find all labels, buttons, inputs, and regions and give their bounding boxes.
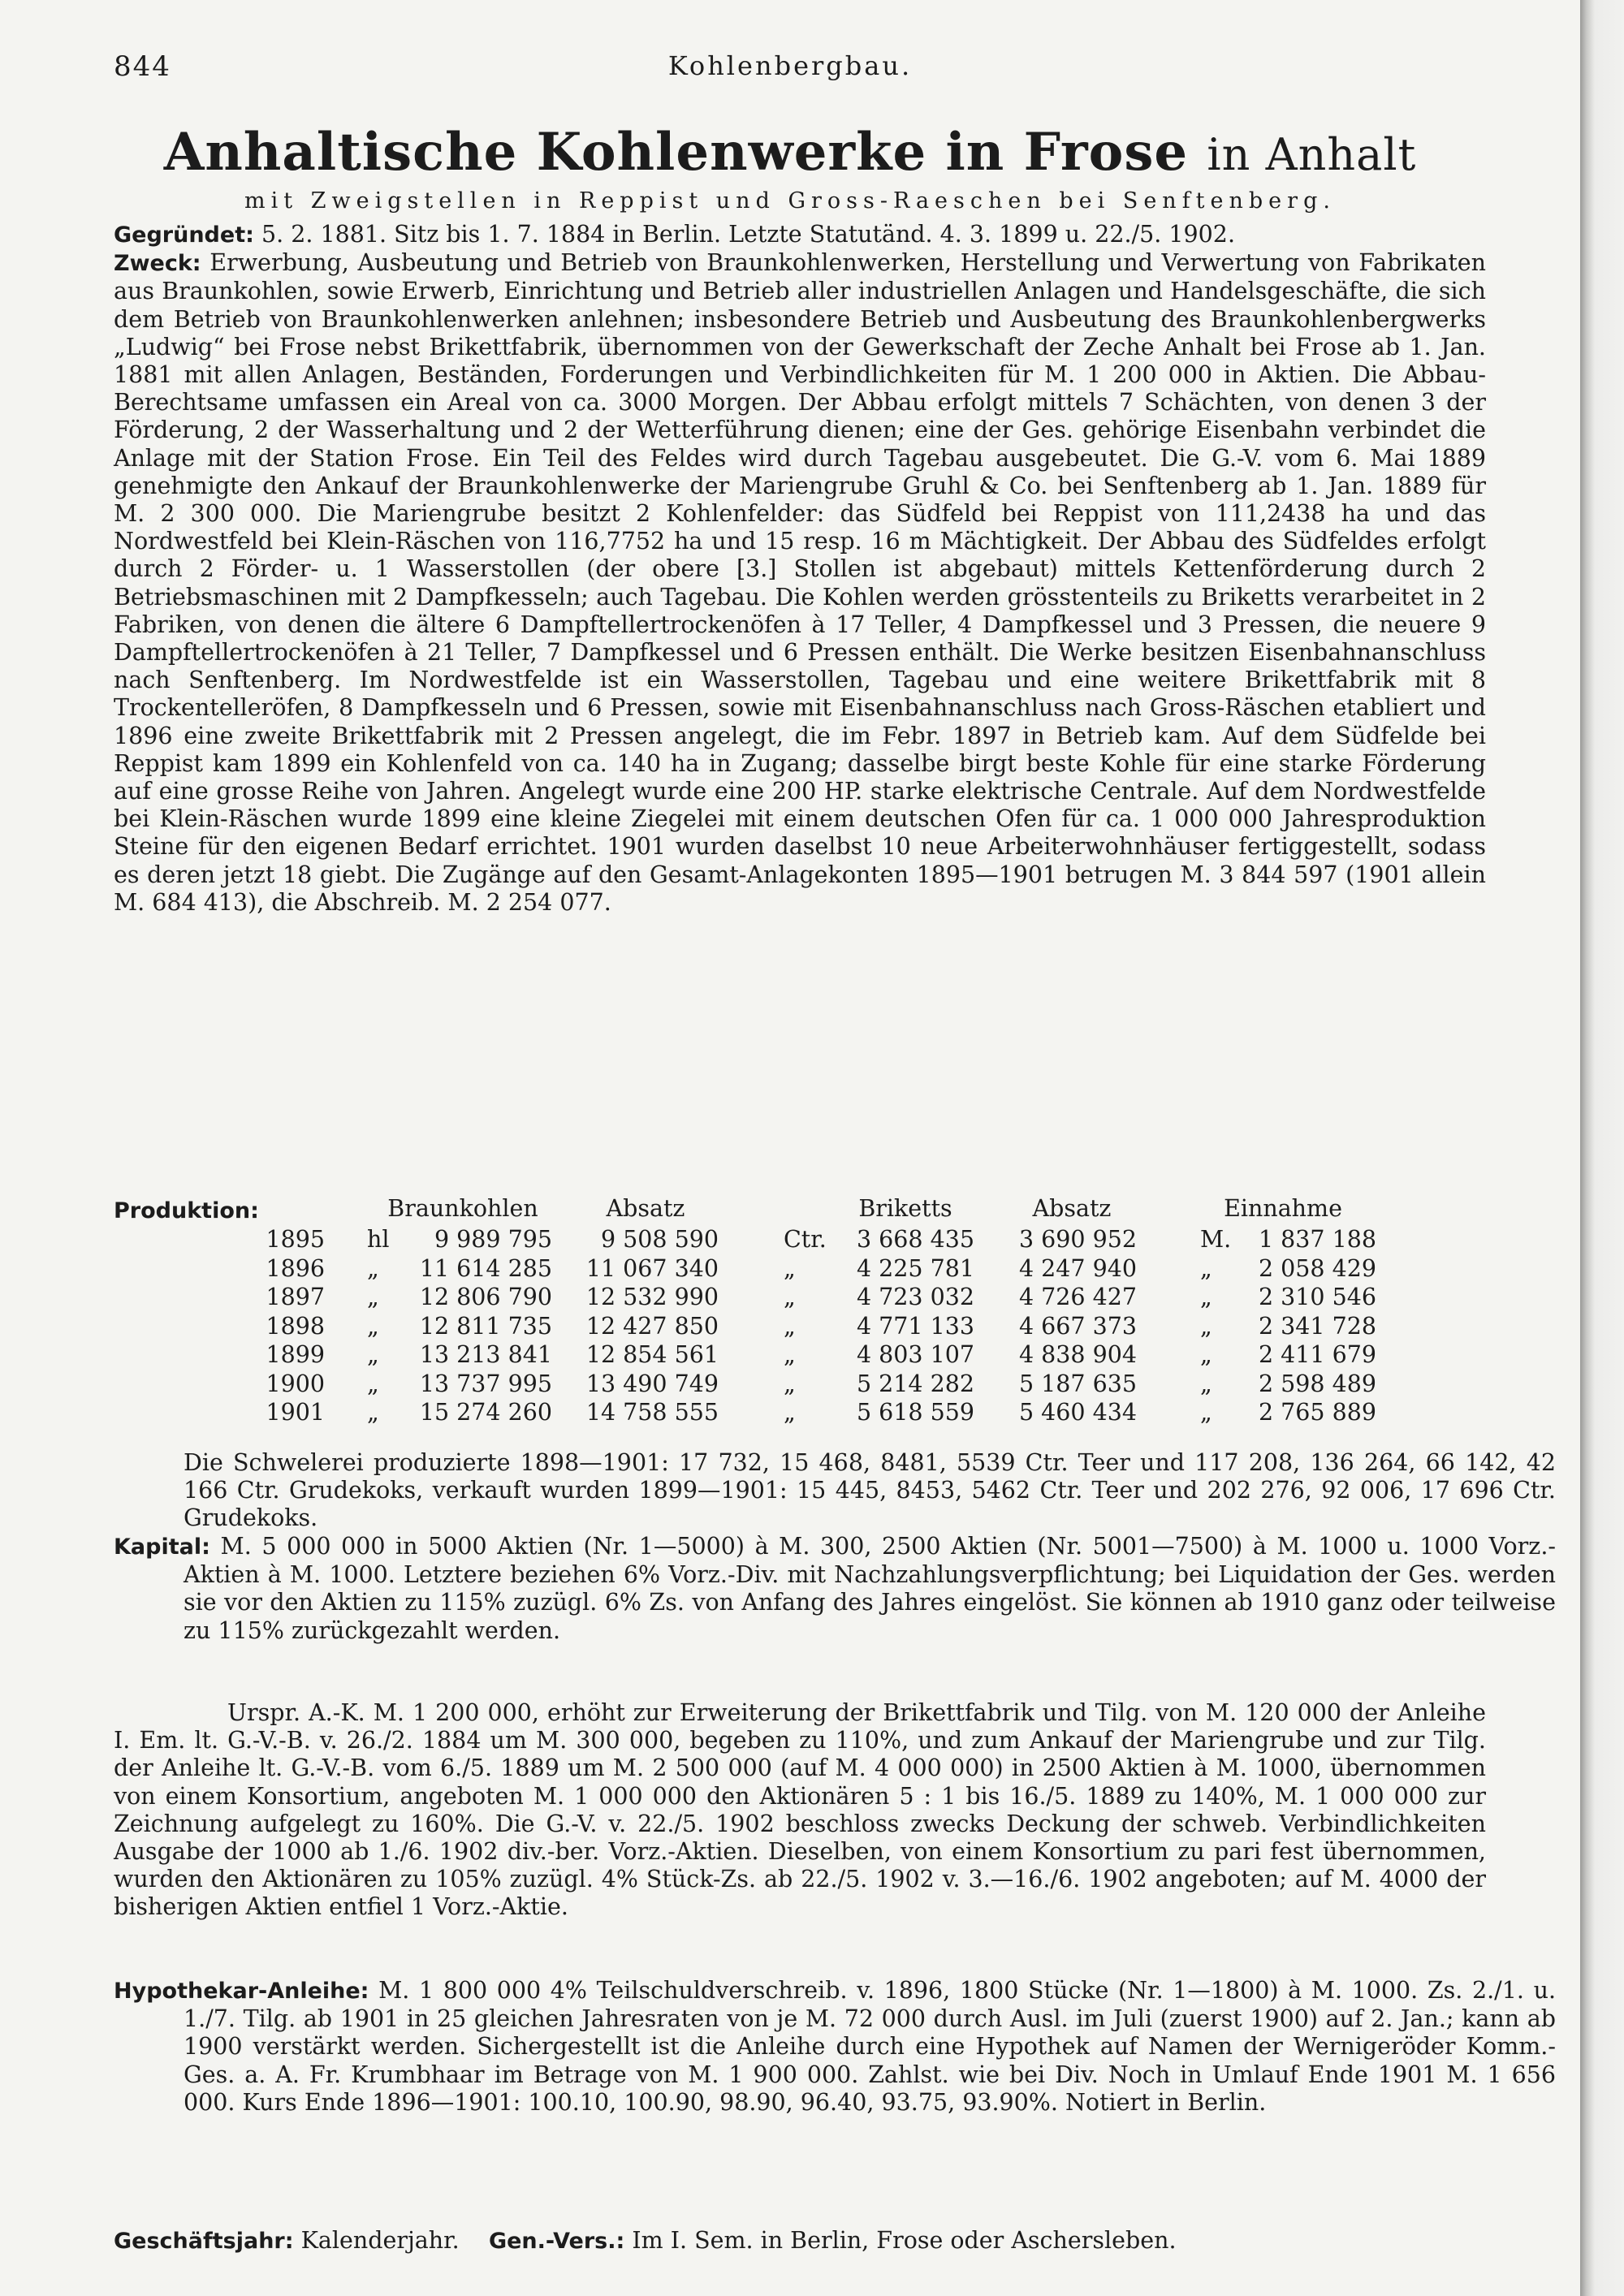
row-briketts: 4 225 781 [856,1254,974,1282]
row-unit-kohle: hl [367,1226,390,1253]
table-row [0,1399,1580,1426]
row-absatz-kohle: 11 067 340 [585,1254,719,1282]
row-unit-briketts: „ [784,1370,796,1397]
row-unit-briketts: „ [784,1312,796,1340]
schwelerei-paragraph: Die Schwelerei produzierte 1898—1901: 17 732, 15 468, 8481, 5539 Ctr. Teer und 117 208, 136 264, 66 142, 42 166 Ctr. Grudekoks, verkauft wurden 1899—1901: 15 445, 8453, 5462 Ctr. Teer und 202 276, 92 006, 17 696 Ctr. Grudekoks. [184,1449,1556,1532]
row-unit-einnahme: „ [1200,1312,1212,1340]
row-einnahme: 2 310 546 [1258,1284,1376,1310]
row-unit-briketts: „ [784,1284,796,1310]
row-absatz-briketts: 5 187 635 [1018,1370,1137,1397]
row-unit-briketts: „ [784,1399,796,1426]
row-briketts: 4 803 107 [856,1341,974,1368]
row-absatz-kohle: 14 758 555 [585,1399,719,1426]
row-briketts: 5 214 282 [856,1370,974,1397]
kapital-text: M. 5 000 000 in 5000 Aktien (Nr. 1—5000) à M. 300, 2500 Aktien (Nr. 5001—7500) à M. 1000 u. 1000 Vorz.-Aktien à M. 1000. Letztere beziehen 6% Vorz.-Div. mit Nachzahlungsverpflichtung; bei Liquidation der Ges. werden sie vor den Aktien zu 115% zuzügl. 6% Zs. von Anfang des Jahres eingelöst. Sie können ab 1910 ganz oder teilweise zu 115% zurückgezahlt werden. [184,1533,1557,1644]
row-absatz-briketts: 4 667 373 [1018,1312,1137,1340]
row-einnahme: 2 341 728 [1258,1312,1376,1340]
row-braunkohlen: 9 989 795 [434,1226,552,1253]
page-binding-shadow [1580,0,1624,2296]
kapital-paragraph [114,1533,1556,1645]
row-braunkohlen: 12 806 790 [419,1284,552,1310]
row-unit-kohle: „ [367,1341,379,1368]
row-absatz-briketts: 4 838 904 [1018,1341,1137,1368]
row-briketts: 4 771 133 [856,1312,974,1340]
row-year: 1895 [266,1226,325,1253]
zweck-label: Zweck: [114,251,201,277]
row-unit-kohle: „ [367,1284,379,1310]
gegruendet-label: Gegründet: [114,222,254,248]
row-briketts: 5 618 559 [856,1399,974,1426]
row-briketts: 4 723 032 [856,1284,974,1310]
row-braunkohlen: 15 274 260 [419,1399,552,1426]
row-einnahme: 2 058 429 [1258,1254,1376,1282]
row-unit-einnahme: „ [1200,1254,1212,1282]
row-einnahme: 1 837 188 [1258,1226,1376,1253]
geschaeftsjahr-text: Kalenderjahr. [300,2227,460,2254]
row-absatz-briketts: 4 726 427 [1018,1284,1137,1310]
row-unit-briketts: Ctr. [784,1226,827,1253]
kapital-label: Kapital: [114,1534,210,1560]
header-absatz-briketts: Absatz [1032,1195,1112,1222]
row-year: 1899 [266,1341,325,1368]
hypothekar-anleihe-label: Hypothekar-Anleihe: [114,1979,369,2004]
company-subtitle: mit Zweigstellen in Reppist und Gross-Raeschen bei Senftenberg. [244,188,1336,214]
row-absatz-kohle: 12 427 850 [585,1312,719,1340]
row-year: 1901 [266,1399,325,1426]
row-einnahme: 2 411 679 [1258,1341,1376,1368]
production-table-header [0,1195,1580,1223]
row-einnahme: 2 598 489 [1258,1370,1376,1397]
row-absatz-kohle: 12 532 990 [585,1284,719,1310]
row-braunkohlen: 12 811 735 [419,1312,552,1340]
geschaeftsjahr-line [114,2227,1486,2255]
row-unit-einnahme: M. [1200,1226,1232,1253]
table-row [0,1284,1580,1311]
row-year: 1897 [266,1284,325,1310]
row-unit-einnahme: „ [1200,1399,1212,1426]
row-absatz-kohle: 9 508 590 [600,1226,719,1253]
row-braunkohlen: 13 213 841 [419,1341,552,1368]
urspruengliches-kapital-paragraph: Urspr. A.-K. M. 1 200 000, erhöht zur Erweiterung der Brikettfabrik und Tilg. von M. 120 000 der Anleihe I. Em. lt. G.-V.-B. v. 26./2. 1884 um M. 300 000, begeben zu 110%, und zum Ankauf der Mariengrube und zur Tilg. der Anleihe lt. G.-V.-B. vom 6./5. 1889 um M. 2 500 000 (auf M. 4 000 000) in 2500 Aktien à M. 1000, übernommen von einem Konsortium, angeboten M. 1 000 000 den Aktionären 5 : 1 bis 16./5. 1889 zu 140%, M. 1 000 000 zur Zeichnung aufgelegt zu 160%. Die G.-V. v. 22./5. 1902 beschloss zwecks Deckung der schweb. Verbindlichkeiten Ausgabe der 1000 ab 1./6. 1902 div.-ber. Vorz.-Aktien. Dieselben, von einem Konsortium zu pari fest übernommen, wurden den Aktionären zu 105% zuzügl. 4% Stück-Zs. ab 22./5. 1902 v. 3.—16./6. 1902 angeboten; auf M. 4000 der bisherigen Aktien entfiel 1 Vorz.-Aktie. [114,1699,1486,1921]
zweck-text: Erwerbung, Ausbeutung und Betrieb von Braunkohlenwerken, Herstellung und Verwertung von Fabrikaten aus Braunkohlen, sowie Erwerb, Einrichtung und Betrieb aller industriellen Anlagen und Handelsgeschäfte, die sich dem Betrieb von Braunkohlenwerken anlehnen; insbesondere Betrieb und Ausbeutung des Braunkohlenbergwerks „Ludwig“ bei Frose nebst Brikettfabrik, übernommen von der Gewerkschaft der Zeche Anhalt bei Frose ab 1. Jan. 1881 mit allen Anlagen, Beständen, Forderungen und Verbindlichkeiten für M. 1 200 000 in Aktien. Die Abbau-Berechtsame umfassen ein Areal von ca. 3000 Morgen. Der Abbau erfolgt mittels 7 Schächten, von denen 3 der Förderung, 2 der Wasserhaltung und 2 der Wetterführung dienen; eine der Ges. gehörige Eisenbahn verbindet die Anlage mit der Station Frose. Ein Teil des Feldes wird durch Tagebau ausgebeutet. Die G.-V. vom 6. Mai 1889 genehmigte den Ankauf der Braunkohlenwerke der Mariengrube Gruhl & Co. bei Senftenberg ab 1. Jan. 1889 für M. 2 300 000. Die Mariengrube besitzt 2 Kohlenfelder: das Südfeld bei Reppist von 111,2438 ha und das Nordwestfeld bei Klein-Räschen von 116,7752 ha und 15 resp. 16 m Mächtigkeit. Der Abbau des Südfeldes erfolgt durch 2 Förder- u. 1 Wasserstollen (der obere [3.] Stollen ist abgebaut) mittels Kettenförderung durch 2 Betriebsmaschinen mit 2 Dampfkesseln; auch Tagebau. Die Kohlen werden grösstenteils zu Briketts verarbeitet in 2 Fabriken, von denen die ältere 6 Dampftellertrockenöfen à 17 Teller, 4 Dampfkessel und 3 Pressen, die neuere 9 Dampftellertrockenöfen à 21 Teller, 7 Dampfkessel und 6 Pressen enthält. Die Werke besitzen Eisenbahnanschluss nach Senftenberg. Im Nordwestfelde ist ein Wasserstollen, Tagebau und eine weitere Brikettfabrik mit 8 Trockentelleröfen, 8 Dampfkesseln und 6 Pressen, sowie mit Eisenbahnanschluss nach Gross-Räschen etabliert und 1896 eine zweite Brikettfabrik mit 2 Pressen angelegt, die im Febr. 1897 in Betrieb kam. Auf dem Südfelde bei Reppist kam 1899 ein Kohlenfeld von ca. 140 ha in Zugang; dasselbe birgt beste Kohle für eine starke Förderung auf eine grosse Reihe von Jahren. Angelegt wurde eine 200 HP. starke elektrische Centrale. Auf dem Nordwestfelde bei Klein-Räschen wurde 1899 eine kleine Ziegelei mit einem deutschen Ofen für ca. 1 000 000 Jahresproduktion Steine für den eigenen Bedarf errichtet. 1901 wurden daselbst 10 neue Arbeiterwohnhäuser fertiggestellt, sodass es deren jetzt 18 giebt. Die Zugänge auf den Gesamt-Anlagekonten 1895—1901 betrugen M. 3 844 597 (1901 allein M. 684 413), die Abschreib. M. 2 254 077. [114,249,1486,916]
row-braunkohlen: 13 737 995 [419,1370,552,1397]
row-absatz-kohle: 13 490 749 [585,1370,719,1397]
generalversammlung-text: Im I. Sem. in Berlin, Frose oder Aschersleben. [632,2227,1177,2254]
row-unit-kohle: „ [367,1254,379,1282]
running-title: Kohlenbergbau. [667,50,913,81]
row-briketts: 3 668 435 [856,1226,974,1253]
row-absatz-briketts: 5 460 434 [1018,1399,1137,1426]
generalversammlung-label: Gen.-Vers.: [488,2229,625,2254]
table-row [0,1313,1580,1340]
row-absatz-briketts: 4 247 940 [1018,1254,1137,1282]
row-absatz-kohle: 12 854 561 [585,1341,719,1368]
row-unit-kohle: „ [367,1370,379,1397]
header-einnahme: Einnahme [1224,1195,1342,1222]
row-year: 1898 [266,1312,325,1340]
company-location: in Anhalt [1207,129,1417,180]
company-name: Anhaltische Kohlenwerke in Frose [163,122,1189,183]
table-row [0,1255,1580,1283]
row-unit-einnahme: „ [1200,1341,1212,1368]
page-number: 844 [114,50,171,83]
running-head [0,50,1580,91]
company-heading [0,122,1580,183]
row-unit-kohle: „ [367,1399,379,1426]
table-row [0,1341,1580,1369]
table-row [0,1226,1580,1254]
gegruendet-text: 5. 2. 1881. Sitz bis 1. 7. 1884 in Berlin. Letzte Statutänd. 4. 3. 1899 u. 22./5. 1902. [261,221,1236,248]
hypothekar-anleihe-text: M. 1 800 000 4% Teilschuldverschreib. v. 1896, 1800 Stücke (Nr. 1—1800) à M. 1000. Zs. 2./1. u. 1./7. Tilg. ab 1901 in 25 gleichen Jahresraten von je M. 72 000 durch Ausl. im Juli (zuerst 1900) auf 2. Jan.; kann ab 1900 verstärkt werden. Sichergestellt ist die Anleihe durch eine Hypothek auf Namen der Wernigeröder Komm.-Ges. a. A. Fr. Krumbhaar im Betrage von M. 1 900 000. Zahlst. wie bei Div. Noch in Umlauf Ende 1901 M. 1 656 000. Kurs Ende 1896—1901: 100.10, 100.90, 98.90, 96.40, 93.75, 93.90%. Notiert in Berlin. [184,1977,1556,2116]
row-unit-kohle: „ [367,1312,379,1340]
row-braunkohlen: 11 614 285 [419,1254,552,1282]
geschaeftsjahr-label: Geschäftsjahr: [114,2229,294,2254]
produktion-label: Produktion: [114,1198,259,1224]
row-unit-einnahme: „ [1200,1370,1212,1397]
table-row [0,1370,1580,1398]
row-unit-briketts: „ [784,1341,796,1368]
row-year: 1900 [266,1370,325,1397]
row-einnahme: 2 765 889 [1258,1399,1376,1426]
header-braunkohlen: Braunkohlen [387,1195,538,1222]
hypothekar-anleihe-paragraph [114,1977,1556,2117]
header-absatz-kohle: Absatz [606,1195,685,1222]
header-briketts: Briketts [858,1195,952,1222]
row-unit-briketts: „ [784,1254,796,1282]
row-unit-einnahme: „ [1200,1284,1212,1310]
founding-and-purpose [114,221,1486,917]
row-year: 1896 [266,1254,325,1282]
row-absatz-briketts: 3 690 952 [1018,1226,1137,1253]
